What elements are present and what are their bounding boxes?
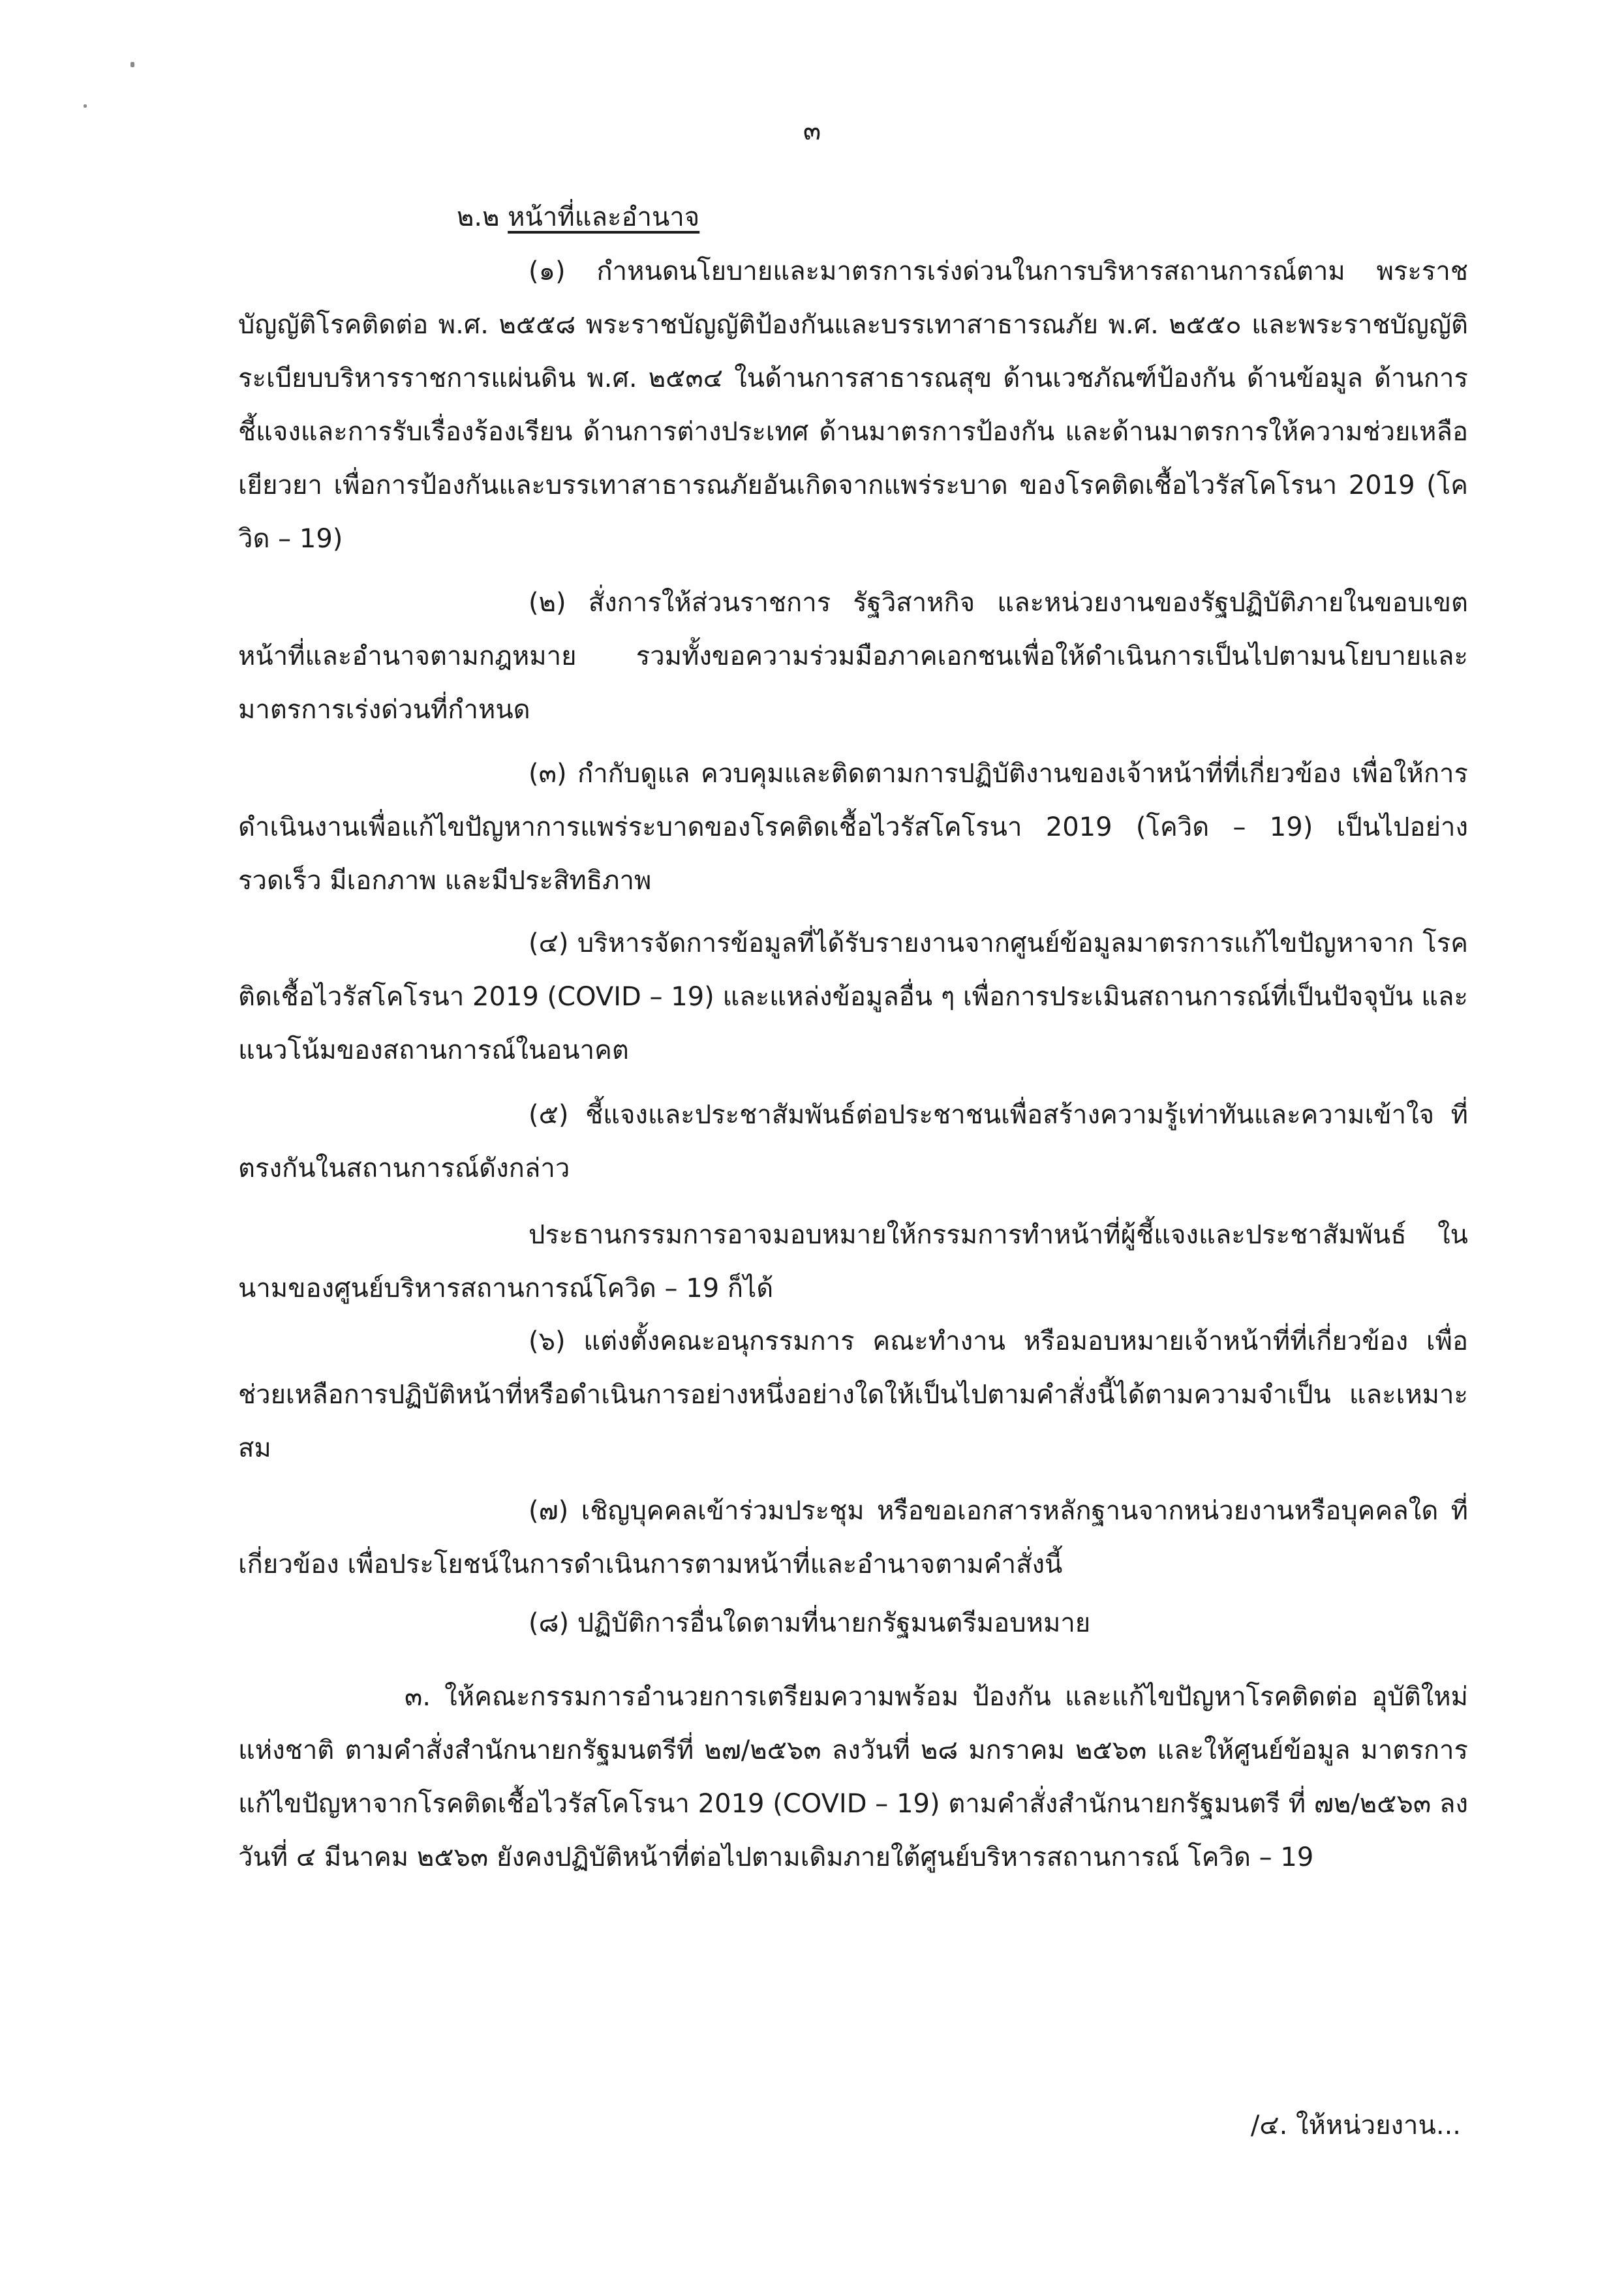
- section-number: ๒.๒: [457, 202, 500, 232]
- item-5-text: (๕) ชี้แจงและประชาสัมพันธ์ต่อประชาชนเพื่อสร้างความรู้เท่าทันและความเข้าใจ ที่ตรงกันในสถานการณ์ดังกล่าว: [238, 1100, 1468, 1183]
- page-number: ๓: [803, 116, 821, 146]
- item-2-text: (๒) สั่งการให้ส่วนราชการ รัฐวิสาหกิจ และหน่วยงานของรัฐปฏิบัติภายในขอบเขต หน้าที่และอำนาจตามกฎหมาย รวมทั้งขอความร่วมมือภาคเอกชนเพื่อให้ดำเนินการเป็นไปตามนโยบายและ มาตรการเร่งด่วนที่กำหนด: [238, 588, 1468, 725]
- item-5-note-paragraph: [238, 1208, 1468, 1315]
- continuation-note: /๔. ให้หน่วยงาน...: [1250, 2111, 1461, 2141]
- item-3-text: (๓) กำกับดูแล ควบคุมและติดตามการปฏิบัติงานของเจ้าหน้าที่ที่เกี่ยวข้อง เพื่อให้การดำเนินงานเพื่อแก้ไขปัญหาการแพร่ระบาดของโรคติดเชื้อไวรัสโคโรนา 2019 (โควิด – 19) เป็นไปอย่างรวดเร็ว มีเอกภาพ และมีประสิทธิภาพ: [238, 759, 1468, 896]
- item-7-text: (๗) เชิญบุคคลเข้าร่วมประชุม หรือขอเอกสารหลักฐานจากหน่วยงานหรือบุคคลใด ที่เกี่ยวข้อง เพื่อประโยชน์ในการดำเนินการตามหน้าที่และอำนาจตามคำสั่งนี้: [238, 1496, 1468, 1579]
- item-5-note-text: ประธานกรรมการอาจมอบหมายให้กรรมการทำหน้าที่ผู้ชี้แจงและประชาสัมพันธ์ ในนามของศูนย์บริหารสถานการณ์โควิด – 19 ก็ได้: [238, 1220, 1468, 1303]
- item-4-paragraph: [238, 917, 1468, 1077]
- item-6-paragraph: [238, 1315, 1468, 1475]
- clause-3-text: ๓. ให้คณะกรรมการอำนวยการเตรียมความพร้อม ป้องกัน และแก้ไขปัญหาโรคติดต่อ อุบัติใหม่แห่งชาติ ตามคำสั่งสำนักนายกรัฐมนตรีที่ ๒๗/๒๕๖๓ ลงวันที่ ๒๘ มกราคม ๒๕๖๓ และให้ศูนย์ข้อมูล มาตรการแก้ไขปัญหาจากโรคติดเชื้อไวรัสโคโรนา 2019 (COVID – 19) ตามคำสั่งสำนักนายกรัฐมนตรี ที่ ๗๒/๒๕๖๓ ลงวันที่ ๔ มีนาคม ๒๕๖๓ ยังคงปฏิบัติหน้าที่ต่อไปตามเดิมภายใต้ศูนย์บริหารสถานการณ์ โควิด – 19: [238, 1682, 1468, 1872]
- item-2-paragraph: [238, 576, 1468, 737]
- item-3-paragraph: [238, 747, 1468, 907]
- item-7-paragraph: [238, 1484, 1468, 1591]
- item-1-paragraph: [238, 245, 1468, 566]
- section-heading: [457, 196, 699, 237]
- scan-speck: [84, 104, 87, 108]
- scan-speck: [130, 62, 134, 67]
- item-1-text: (๑) กำหนดนโยบายและมาตรการเร่งด่วนในการบริหารสถานการณ์ตาม พระราชบัญญัติโรคติดต่อ พ.ศ. ๒๕๕๘ พระราชบัญญัติป้องกันและบรรเทาสาธารณภัย พ.ศ. ๒๕๕๐ และพระราชบัญญัติระเบียบบริหารราชการแผ่นดิน พ.ศ. ๒๕๓๔ ในด้านการสาธารณสุข ด้านเวชภัณฑ์ป้องกัน ด้านข้อมูล ด้านการชี้แจงและการรับเรื่องร้องเรียน ด้านการต่างประเทศ ด้านมาตรการป้องกัน และด้านมาตรการให้ความช่วยเหลือเยียวยา เพื่อการป้องกันและบรรเทาสาธารณภัยอันเกิดจากแพร่ระบาด ของโรคติดเชื้อไวรัสโคโรนา 2019 (โควิด – 19): [238, 256, 1468, 554]
- item-6-text: (๖) แต่งตั้งคณะอนุกรรมการ คณะทำงาน หรือมอบหมายเจ้าหน้าที่ที่เกี่ยวข้อง เพื่อช่วยเหลือการปฏิบัติหน้าที่หรือดำเนินการอย่างหนึ่งอย่างใดให้เป็นไปตามคำสั่งนี้ได้ตามความจำเป็น และเหมาะสม: [238, 1326, 1468, 1463]
- clause-3-paragraph: [238, 1670, 1468, 1884]
- section-title: หน้าที่และอำนาจ: [508, 202, 700, 232]
- item-4-text: (๔) บริหารจัดการข้อมูลที่ได้รับรายงานจากศูนย์ข้อมูลมาตรการแก้ไขปัญหาจาก โรคติดเชื้อไวรัสโคโรนา 2019 (COVID – 19) และแหล่งข้อมูลอื่น ๆ เพื่อการประเมินสถานการณ์ที่เป็นปัจจุบัน และแนวโน้มของสถานการณ์ในอนาคต: [238, 928, 1468, 1065]
- item-5-paragraph: [238, 1088, 1468, 1195]
- item-8-text: (๘) ปฏิบัติการอื่นใดตามที่นายกรัฐมนตรีมอบหมาย: [529, 1608, 1091, 1638]
- item-8-paragraph: [238, 1596, 1468, 1650]
